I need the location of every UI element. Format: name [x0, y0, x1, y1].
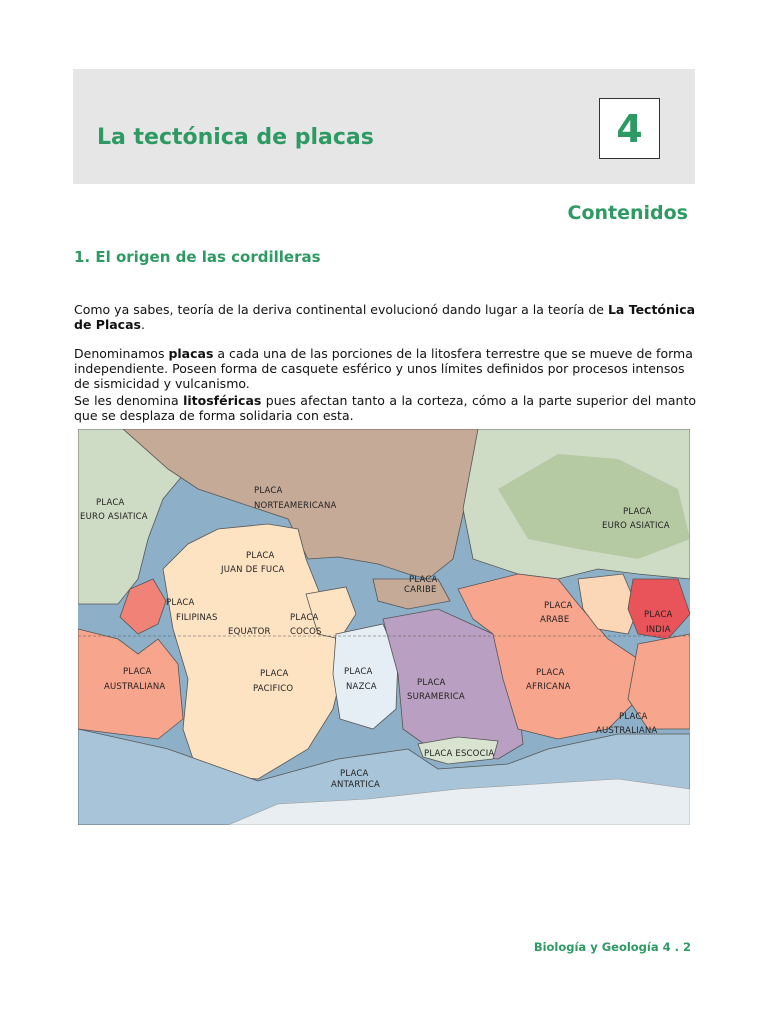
page-title: La tectónica de placas: [97, 125, 374, 150]
chapter-header: [73, 69, 695, 184]
label-norteamericana: PLACA: [254, 486, 283, 496]
label-antartica: PLACA: [340, 769, 369, 779]
label-cocos: PLACA: [290, 613, 319, 623]
label-pacifico: PLACA: [260, 669, 289, 679]
label-euroasiatica-w: PLACA: [96, 498, 125, 508]
label-arabe: PLACA: [544, 601, 573, 611]
label-africana: AFRICANA: [526, 682, 571, 692]
label-sudamerica: SURAMERICA: [407, 692, 465, 702]
paragraph-2: Denominamos placas a cada una de las porciones de la litosfera terrestre que se mueve de forma independiente. Poseen forma de casquete esférico y unos límites definidos por procesos intensos de sismicidad y vulcanismo.: [74, 346, 693, 391]
label-australiana-w: PLACA: [123, 667, 152, 677]
contents-heading: Contenidos: [567, 202, 688, 224]
label-caribe: PLACA: [409, 575, 438, 585]
label-india: PLACA: [644, 610, 673, 620]
equator-label: EQUATOR: [228, 627, 271, 637]
label-juan-de-fuca: JUAN DE FUCA: [221, 565, 285, 575]
chapter-number-box: 4: [599, 98, 660, 159]
label-antartica: ANTARTICA: [331, 780, 381, 790]
label-caribe: CARIBE: [404, 585, 437, 595]
label-filipinas: FILIPINAS: [176, 613, 218, 623]
label-pacifico: PACIFICO: [253, 684, 294, 694]
label-nazca: PLACA: [344, 667, 373, 677]
paragraph-3: Se les denomina litosféricas pues afectan tanto a la corteza, cómo a la parte superior del manto que se desplaza de forma solidaria con esta.: [74, 393, 696, 423]
paragraph-1: Como ya sabes, teoría de la deriva continental evolucionó dando lugar a la teoría de La Tectónica de Placas.: [74, 302, 696, 332]
label-euroasiatica-w: EURO ASIATICA: [80, 512, 148, 522]
label-euroasiatica-e: EURO ASIATICA: [602, 521, 670, 531]
label-arabe: ARABE: [540, 615, 570, 625]
label-australiana-e: PLACA: [619, 712, 648, 722]
label-juan-de-fuca: PLACA: [246, 551, 275, 561]
label-africana: PLACA: [536, 668, 565, 678]
label-australiana-w: AUSTRALIANA: [104, 682, 166, 692]
label-cocos: COCOS: [290, 627, 322, 637]
tectonic-plates-map: [78, 429, 690, 825]
label-nazca: NAZCA: [346, 682, 377, 692]
label-india: INDIA: [646, 625, 671, 635]
label-australiana-e: AUSTRALIANA: [596, 726, 658, 736]
label-filipinas: PLACA: [166, 598, 195, 608]
section-title: 1. El origen de las cordilleras: [74, 248, 321, 266]
label-escocia: PLACA ESCOCIA: [424, 749, 495, 759]
label-norteamericana: NORTEAMERICANA: [254, 501, 337, 511]
label-sudamerica: PLACA: [417, 678, 446, 688]
page-footer: Biología y Geología 4 . 2: [533, 940, 691, 954]
label-euroasiatica-e: PLACA: [623, 507, 652, 517]
